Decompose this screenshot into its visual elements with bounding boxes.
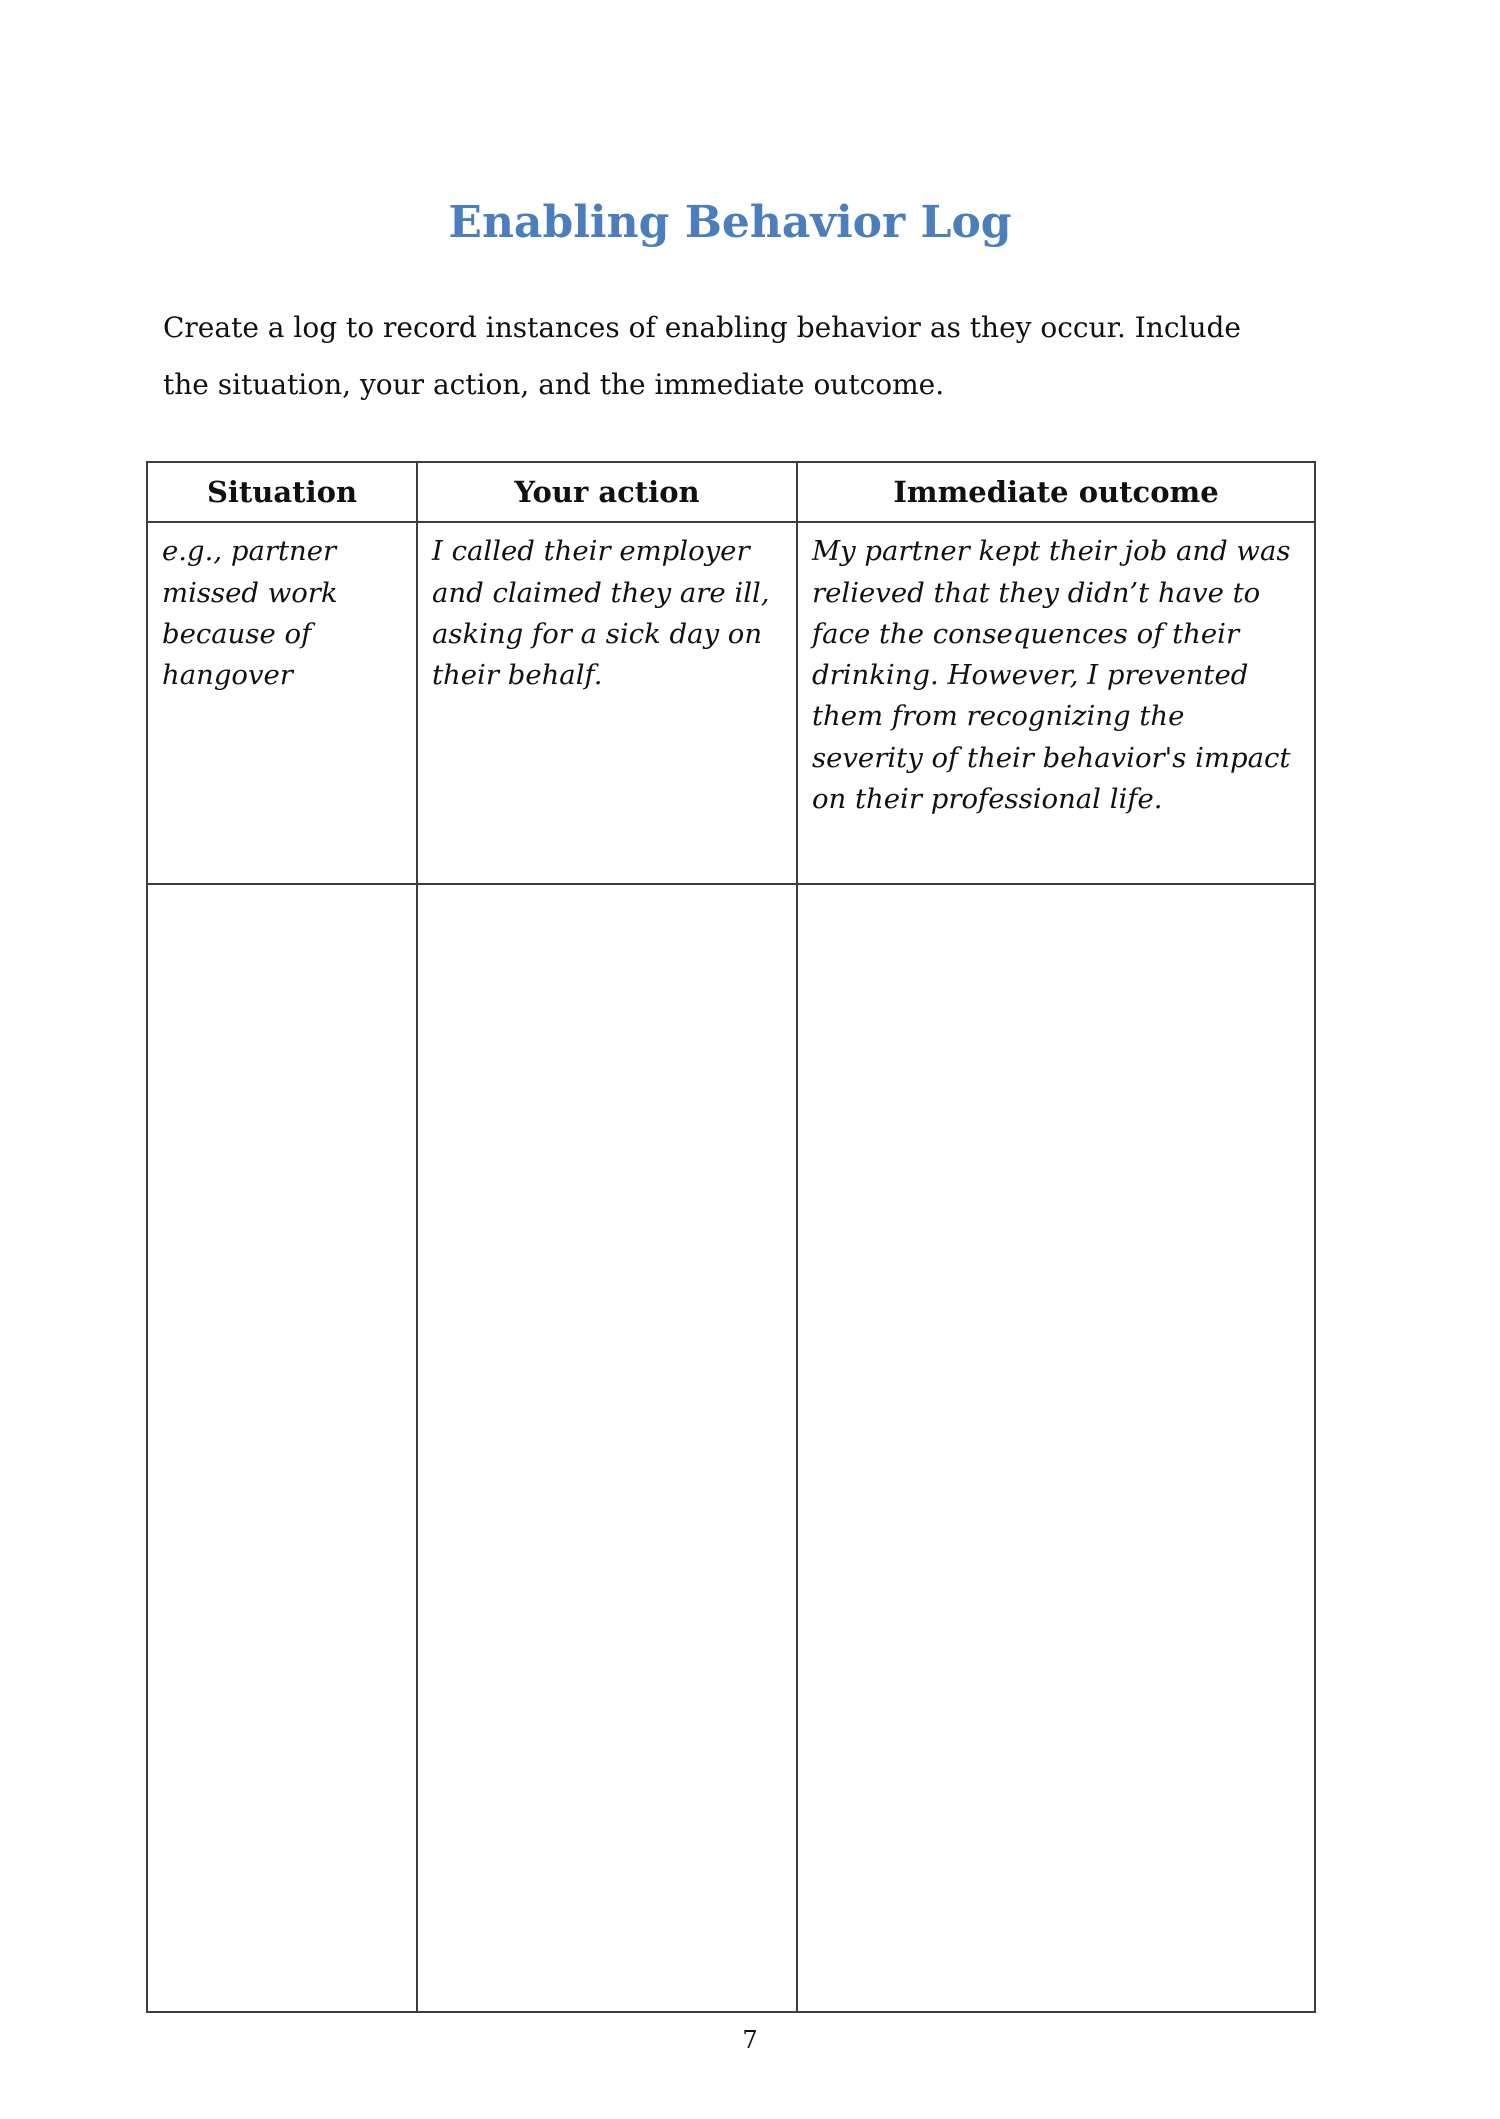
page-content	[146, 0, 1314, 2013]
example-your-action-cell: I called their employer and claimed they are ill, asking for a sick day on their behalf.	[417, 522, 797, 884]
blank-immediate-outcome-cell	[797, 884, 1315, 2012]
intro-line: the situation, your action, and the immediate outcome.	[163, 367, 945, 401]
table-header-row	[147, 462, 1315, 522]
intro-paragraph	[163, 299, 1303, 414]
table-row-example	[147, 522, 1315, 884]
column-header-your-action: Your action	[417, 462, 797, 522]
page-number: 7	[742, 2026, 758, 2054]
column-header-immediate-outcome: Immediate outcome	[797, 462, 1315, 522]
enabling-behavior-log-table	[146, 461, 1316, 2013]
example-situation-cell: e.g., partner missed work because of hangover	[147, 522, 417, 884]
column-header-situation: Situation	[147, 462, 417, 522]
example-immediate-outcome-cell: My partner kept their job and was relieved that they didn’t have to face the consequences of their drinking. However, I prevented them from recognizing the severity of their behavior's impact on their professional life.	[797, 522, 1315, 884]
intro-line: Create a log to record instances of enabling behavior as they occur. Include	[163, 310, 1241, 344]
blank-situation-cell	[147, 884, 417, 2012]
table-row-blank	[147, 884, 1315, 2012]
page-title: Enabling Behavior Log	[448, 197, 1012, 248]
blank-your-action-cell	[417, 884, 797, 2012]
